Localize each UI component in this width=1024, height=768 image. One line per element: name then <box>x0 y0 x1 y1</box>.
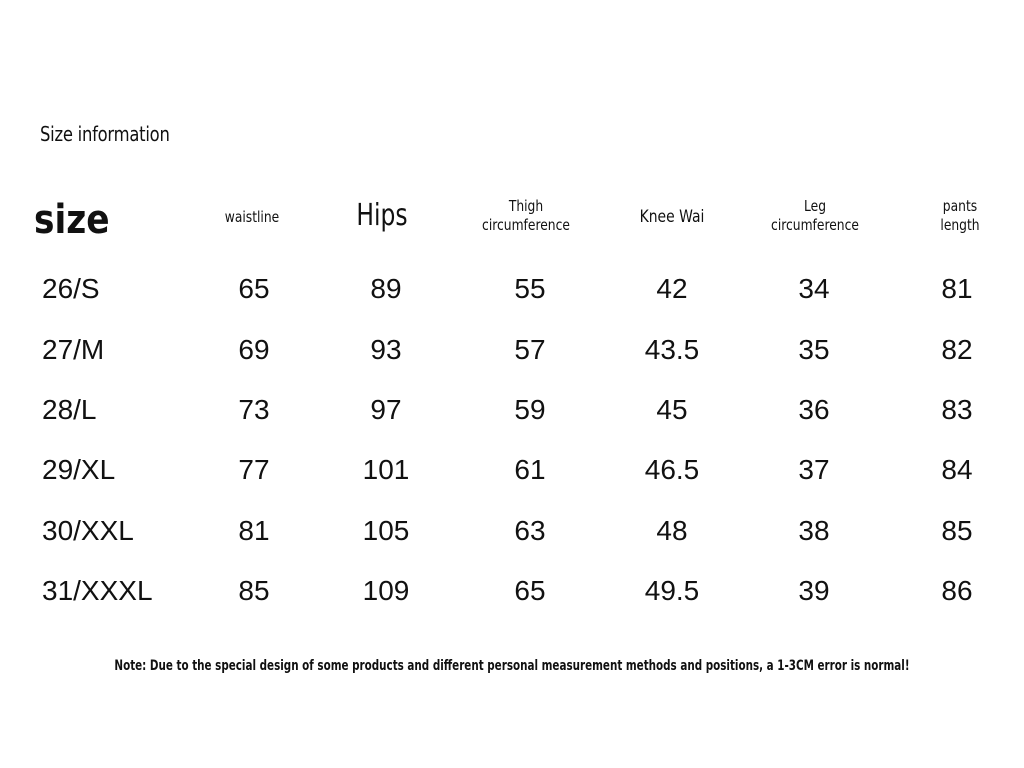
cell-thigh: 63 <box>514 515 546 546</box>
cell-length: 86 <box>941 575 973 606</box>
cell-waistline: 81 <box>238 515 270 546</box>
cell-waistline: 73 <box>238 394 270 425</box>
column-header-waistline-label: waistline <box>224 208 280 226</box>
cell-knee: 48 <box>656 515 688 546</box>
column-header-thigh-line1: Thigh <box>508 197 544 215</box>
cell-hips: 109 <box>362 575 410 606</box>
column-header-knee-label: Knee Wai <box>639 207 705 227</box>
cell-size: 28/L <box>42 394 97 425</box>
measurement-note: Note: Due to the special design of some products and different personal measurement methods and positions, a 1-3CM error is normal! <box>114 658 910 674</box>
column-header-leg-line2: circumference <box>771 216 859 234</box>
cell-length: 81 <box>941 273 973 304</box>
column-header-hips-label: Hips <box>356 198 408 233</box>
cell-leg: 39 <box>798 575 830 606</box>
cell-waistline: 77 <box>238 454 270 485</box>
cell-size: 27/M <box>42 334 105 365</box>
column-header-length-line2: length <box>940 216 980 234</box>
column-header-size: size <box>34 197 110 243</box>
cell-leg: 35 <box>798 334 830 365</box>
cell-waistline: 85 <box>238 575 270 606</box>
column-header-leg-line1: Leg <box>803 197 827 215</box>
cell-hips: 101 <box>362 454 410 485</box>
cell-knee: 49.5 <box>644 575 700 606</box>
column-header-leg <box>771 197 859 235</box>
column-header-knee <box>640 208 705 227</box>
column-header-thigh <box>482 197 570 235</box>
cell-leg: 34 <box>798 273 830 304</box>
cell-waistline: 65 <box>238 273 270 304</box>
cell-length: 83 <box>941 394 973 425</box>
cell-leg: 38 <box>798 515 830 546</box>
cell-thigh: 59 <box>514 394 546 425</box>
column-header-length <box>940 197 979 235</box>
column-header-length-line1: pants <box>942 197 978 215</box>
cell-knee: 43.5 <box>644 334 700 365</box>
cell-leg: 37 <box>798 454 830 485</box>
cell-hips: 97 <box>370 394 402 425</box>
cell-hips: 105 <box>362 515 410 546</box>
cell-thigh: 65 <box>514 575 546 606</box>
cell-size: 30/XXL <box>42 515 134 546</box>
cell-leg: 36 <box>798 394 830 425</box>
cell-hips: 93 <box>370 334 402 365</box>
cell-hips: 89 <box>370 273 402 304</box>
cell-waistline: 69 <box>238 334 270 365</box>
cell-thigh: 57 <box>514 334 546 365</box>
cell-size: 29/XL <box>42 454 116 485</box>
cell-length: 84 <box>941 454 973 485</box>
cell-length: 85 <box>941 515 973 546</box>
cell-knee: 45 <box>656 394 688 425</box>
cell-knee: 46.5 <box>644 454 700 485</box>
cell-thigh: 61 <box>514 454 546 485</box>
cell-size: 31/XXXL <box>42 575 153 606</box>
cell-knee: 42 <box>656 273 688 304</box>
column-header-waistline <box>225 208 279 227</box>
cell-thigh: 55 <box>514 273 546 304</box>
column-header-thigh-line2: circumference <box>482 216 570 234</box>
column-header-hips <box>356 198 407 234</box>
cell-length: 82 <box>941 334 973 365</box>
cell-size: 26/S <box>42 273 100 304</box>
section-title: Size information <box>40 122 170 146</box>
